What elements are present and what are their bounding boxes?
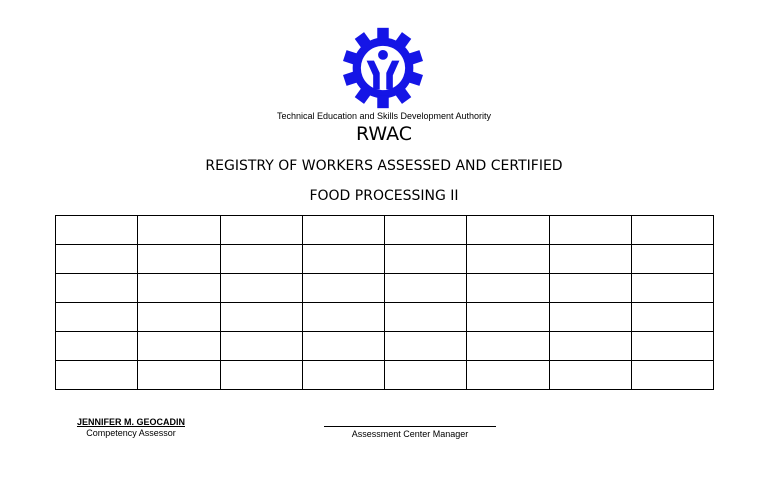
table-cell — [467, 332, 549, 361]
table-cell — [138, 274, 220, 303]
table-cell — [631, 303, 713, 332]
table-row — [56, 361, 714, 390]
table-cell — [220, 245, 302, 274]
agency-name: Technical Education and Skills Development Authority — [276, 111, 492, 121]
table-cell — [467, 216, 549, 245]
table-cell — [56, 303, 138, 332]
table-cell — [549, 274, 631, 303]
table-cell — [631, 361, 713, 390]
table-cell — [467, 361, 549, 390]
assessor-title: Competency Assessor — [86, 428, 176, 438]
tesda-logo — [342, 27, 424, 109]
table-cell — [631, 245, 713, 274]
table-cell — [302, 245, 384, 274]
table-cell — [385, 245, 467, 274]
table-cell — [467, 274, 549, 303]
manager-title: Assessment Center Manager — [351, 429, 469, 439]
table-cell — [467, 245, 549, 274]
table-cell — [467, 303, 549, 332]
table-cell — [302, 303, 384, 332]
table-cell — [56, 274, 138, 303]
table-cell — [302, 274, 384, 303]
table-row — [56, 216, 714, 245]
table-row — [56, 245, 714, 274]
table-cell — [56, 332, 138, 361]
assessor-signature-block — [70, 417, 192, 439]
table-cell — [56, 216, 138, 245]
table-cell — [631, 274, 713, 303]
table-cell — [220, 274, 302, 303]
table-cell — [631, 216, 713, 245]
table-cell — [220, 332, 302, 361]
table-cell — [138, 332, 220, 361]
manager-signature-block — [324, 426, 496, 440]
table-cell — [302, 361, 384, 390]
table-cell — [385, 274, 467, 303]
table-cell — [220, 303, 302, 332]
table-cell — [385, 361, 467, 390]
assessor-name: JENNIFER M. GEOCADIN — [76, 417, 185, 427]
table-cell — [549, 245, 631, 274]
table-cell — [56, 245, 138, 274]
table-cell — [631, 332, 713, 361]
table-cell — [138, 216, 220, 245]
table-cell — [220, 361, 302, 390]
table-row — [56, 274, 714, 303]
table-cell — [549, 332, 631, 361]
table-cell — [385, 216, 467, 245]
table-row — [56, 303, 714, 332]
table-cell — [302, 216, 384, 245]
table-cell — [138, 245, 220, 274]
registry-table — [55, 215, 714, 390]
table-cell — [385, 332, 467, 361]
table-cell — [385, 303, 467, 332]
registry-title: REGISTRY OF WORKERS ASSESSED AND CERTIFIED — [205, 158, 563, 174]
table-row — [56, 332, 714, 361]
table-cell — [549, 361, 631, 390]
form-code: RWAC — [355, 123, 413, 145]
qualification-title: FOOD PROCESSING II — [309, 188, 459, 204]
table-cell — [302, 332, 384, 361]
table-cell — [138, 361, 220, 390]
table-cell — [56, 361, 138, 390]
table-cell — [549, 303, 631, 332]
table-cell — [220, 216, 302, 245]
table-cell — [549, 216, 631, 245]
table-cell — [138, 303, 220, 332]
